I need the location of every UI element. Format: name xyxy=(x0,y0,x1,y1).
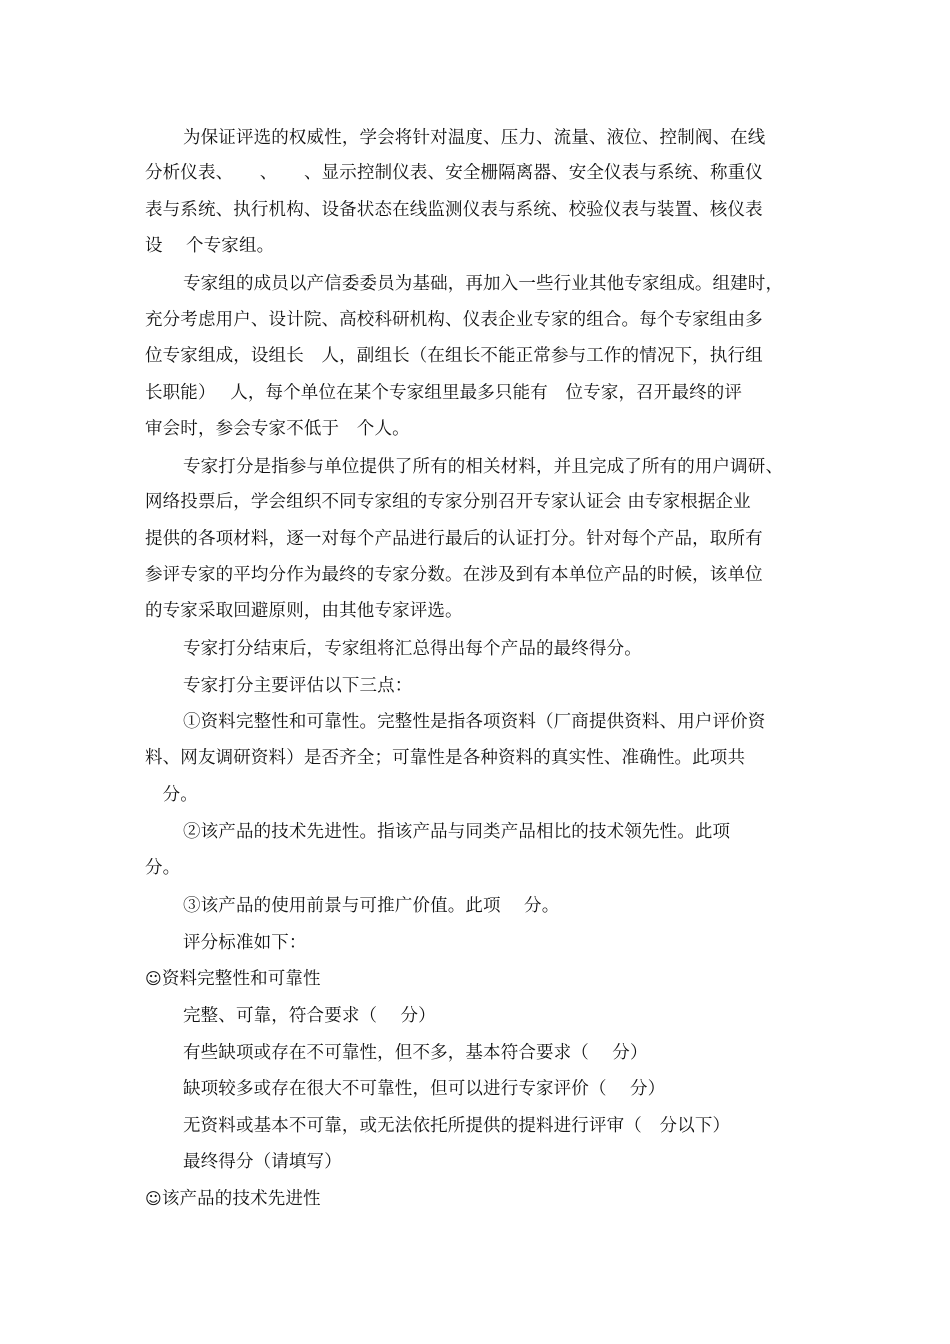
paragraph-4: 专家打分结束后，专家组将汇总得出每个产品的最终得分。 xyxy=(183,639,642,659)
paragraph-2-line-1: 专家组的成员以产信委委员为基础，再加入一些行业其他专家组成。组建时， xyxy=(183,274,784,294)
smiley-icon: ☺ xyxy=(145,969,162,988)
paragraph-1-line-1: 为保证评选的权威性，学会将针对温度、压力、流量、液位、控制阀、在线 xyxy=(183,128,766,148)
paragraph-5: 专家打分主要评估以下三点： xyxy=(183,676,413,696)
section-1-item-5: 最终得分（请填写） xyxy=(183,1152,342,1172)
section-1-heading xyxy=(145,968,321,990)
point-2-line-1: ②该产品的技术先进性。指该产品与同类产品相比的技术领先性。此项 xyxy=(183,822,731,842)
point-3: ③该产品的使用前景与可推广价值。此项 分。 xyxy=(183,896,560,916)
point-1-line-2: 料、网友调研资料）是否齐全；可靠性是各种资料的真实性、准确性。此项共 xyxy=(145,748,746,768)
paragraph-1-line-4: 设 个专家组。 xyxy=(145,236,275,256)
section-2-heading xyxy=(145,1188,321,1210)
smiley-icon: ☺ xyxy=(145,1189,162,1208)
section-1-item-3: 缺项较多或存在很大不可靠性，但可以进行专家评价（ 分） xyxy=(183,1079,666,1099)
standard-intro: 评分标准如下： xyxy=(183,933,307,953)
paragraph-1-line-2: 分析仪表、 、 、显示控制仪表、安全栅隔离器、安全仪表与系统、称重仪 xyxy=(145,163,763,183)
section-1-item-2: 有些缺项或存在不可靠性，但不多，基本符合要求（ 分） xyxy=(183,1043,648,1063)
point-2-line-2: 分。 xyxy=(145,858,181,878)
point-1-line-1: ①资料完整性和可靠性。完整性是指各项资料（厂商提供资料、用户评价资 xyxy=(183,712,766,732)
paragraph-1-line-3: 表与系统、执行机构、设备状态在线监测仪表与系统、校验仪表与装置、核仪表 xyxy=(145,200,763,220)
section-1-title: 资料完整性和可靠性 xyxy=(161,969,321,989)
point-1-line-3: 分。 xyxy=(145,785,198,805)
section-1-item-4: 无资料或基本不可靠，或无法依托所提供的提料进行评审（ 分以下） xyxy=(183,1116,731,1136)
paragraph-2-line-2: 充分考虑用户、设计院、高校科研机构、仪表企业专家的组合。每个专家组由多 xyxy=(145,310,763,330)
paragraph-3-line-4: 参评专家的平均分作为最终的专家分数。在涉及到有本单位产品的时候，该单位 xyxy=(145,565,763,585)
paragraph-2-line-5: 审会时，参会专家不低于 个人。 xyxy=(145,419,410,439)
paragraph-3-line-5: 的专家采取回避原则，由其他专家评选。 xyxy=(145,601,463,621)
section-1-item-1: 完整、可靠，符合要求（ 分） xyxy=(183,1006,436,1026)
paragraph-3-line-2: 网络投票后，学会组织不同专家组的专家分别召开专家认证会 由专家根据企业 xyxy=(145,492,751,512)
section-2-title: 该产品的技术先进性 xyxy=(161,1189,321,1209)
paragraph-3-line-1: 专家打分是指参与单位提供了所有的相关材料，并且完成了所有的用户调研、 xyxy=(183,457,784,477)
paragraph-2-line-3: 位专家组成，设组长 人，副组长（在组长不能正常参与工作的情况下，执行组 xyxy=(145,346,763,366)
paragraph-3-line-3: 提供的各项材料，逐一对每个产品进行最后的认证打分。针对每个产品，取所有 xyxy=(145,529,763,549)
paragraph-2-line-4: 长职能） 人，每个单位在某个专家组里最多只能有 位专家，召开最终的评 xyxy=(145,383,743,403)
